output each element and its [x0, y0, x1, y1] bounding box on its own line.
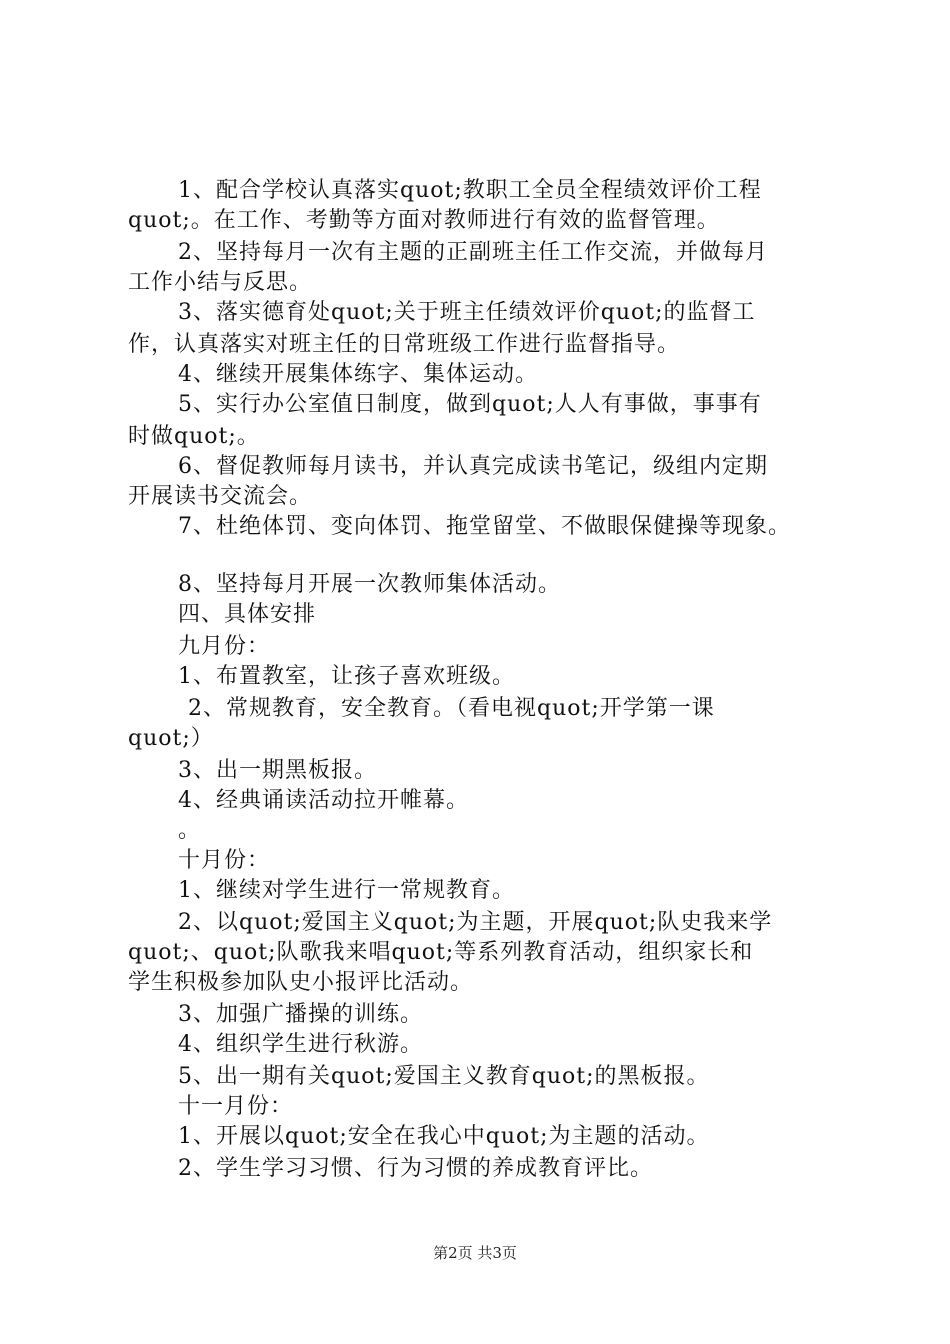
text-line: 1、布置教室，让孩子喜欢班级。 — [178, 664, 515, 689]
text-line: 5、实行办公室值日制度，做到quot;人人有事做，事事有 — [178, 392, 762, 417]
text-line: 。 — [178, 818, 202, 843]
text-line: 7、杜绝体罚、变向体罚、拖堂留堂、不做眼保健操等现象。 — [178, 514, 791, 539]
text-line: 4、经典诵读活动拉开帷幕。 — [178, 788, 469, 813]
text-line: quot;。在工作、考勤等方面对教师进行有效的监督管理。 — [128, 208, 720, 233]
text-line: 5、出一期有关quot;爱国主义教育quot;的黑板报。 — [178, 1064, 710, 1089]
text-line: 4、继续开展集体练字、集体运动。 — [178, 362, 538, 387]
text-line: 3、加强广播操的训练。 — [178, 1002, 423, 1027]
page-number-footer: 第2页 共3页 — [433, 1244, 517, 1262]
text-line: quot;、quot;队歌我来唱quot;等系列教育活动，组织家长和 — [128, 940, 754, 965]
text-line: 学生积极参加队史小报评比活动。 — [128, 970, 474, 995]
text-line: 2、坚持每月一次有主题的正副班主任工作交流，并做每月 — [178, 240, 768, 265]
text-line: 工作小结与反思。 — [128, 270, 313, 295]
text-line: 6、督促教师每月读书，并认真完成读书笔记，级组内定期 — [178, 454, 768, 479]
text-line: 时做quot;。 — [128, 424, 260, 449]
text-line: 1、开展以quot;安全在我心中quot;为主题的活动。 — [178, 1124, 710, 1149]
text-line: 2、学生学习习惯、行为习惯的养成教育评比。 — [178, 1156, 653, 1181]
text-line: 8、坚持每月开展一次教师集体活动。 — [178, 572, 561, 597]
text-line: quot;） — [128, 726, 214, 751]
text-line: 3、出一期黑板报。 — [178, 758, 377, 783]
text-line: 1、继续对学生进行一常规教育。 — [178, 878, 515, 903]
text-line: 3、落实德育处quot;关于班主任绩效评价quot;的监督工 — [178, 300, 756, 325]
text-line: 开展读书交流会。 — [128, 484, 313, 509]
text-line: 十月份： — [178, 848, 271, 873]
text-line: 2、常规教育，安全教育。（看电视quot;开学第一课 — [188, 696, 715, 721]
text-line: 2、以quot;爱国主义quot;为主题，开展quot;队史我来学 — [178, 910, 773, 935]
text-line: 1、配合学校认真落实quot;教职工全员全程绩效评价工程 — [178, 178, 762, 203]
text-line: 作，认真落实对班主任的日常班级工作进行监督指导。 — [128, 332, 681, 357]
text-line: 4、组织学生进行秋游。 — [178, 1032, 423, 1057]
text-line: 十一月份： — [178, 1094, 294, 1119]
text-line: 四、具体安排 — [178, 602, 317, 627]
text-line: 九月份： — [178, 634, 271, 659]
